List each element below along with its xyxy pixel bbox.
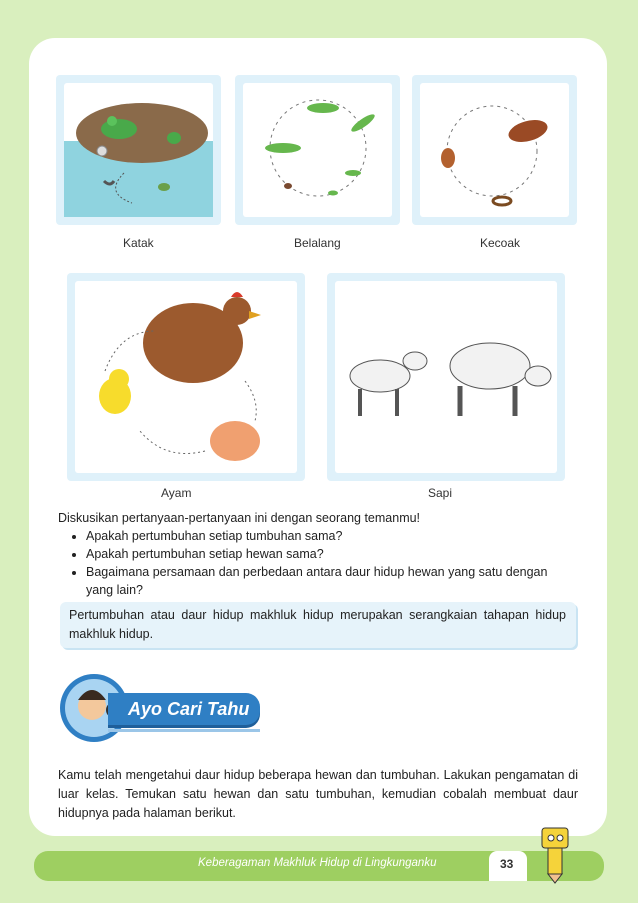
discussion-questions bbox=[58, 527, 558, 599]
grasshopper-lifecycle-illustration bbox=[243, 83, 392, 217]
caption-kecoak: Kecoak bbox=[480, 236, 521, 250]
ayo-cari-tahu-label: Ayo Cari Tahu bbox=[128, 699, 250, 719]
chicken-lifecycle-illustration bbox=[75, 281, 297, 473]
footer-title: Keberagaman Makhluk Hidup di Lingkunganku bbox=[198, 857, 437, 869]
question-item: • Apakah pertumbuhan setiap tumbuhan sama? bbox=[86, 527, 558, 545]
discussion-intro: Diskusikan pertanyaan-pertanyaan ini dengan seorang temanmu! bbox=[58, 511, 421, 525]
cockroach-lifecycle-panel bbox=[412, 75, 577, 225]
definition-box bbox=[60, 602, 576, 648]
caption-sapi: Sapi bbox=[428, 486, 453, 500]
instruction-text: Kamu telah mengetahui daur hidup beberapa hewan dan tumbuhan. Lakukan pengamatan di luar kelas. Temukan satu hewan dan satu tumbuhan, kemudian cobalah membuat daur hidupnya pada halaman berikut. bbox=[58, 768, 578, 820]
definition-text: Pertumbuhan atau daur hidup makhluk hidup merupakan serangkaian tahapan hidup makhluk hidup. bbox=[69, 608, 566, 641]
cow-lifecycle-illustration bbox=[335, 281, 557, 473]
question-item: • Apakah pertumbuhan setiap hewan sama? bbox=[86, 545, 558, 563]
pencil-mascot-icon bbox=[532, 826, 580, 884]
question-item: • Bagaimana persamaan dan perbedaan antara daur hidup hewan yang satu dengan yang lain? bbox=[86, 563, 558, 599]
chicken-lifecycle-panel bbox=[67, 273, 305, 481]
cow-lifecycle-panel bbox=[327, 273, 565, 481]
cockroach-lifecycle-illustration bbox=[420, 83, 569, 217]
page-number: 33 bbox=[500, 857, 514, 871]
frog-lifecycle-illustration bbox=[64, 83, 213, 217]
grasshopper-lifecycle-panel bbox=[235, 75, 400, 225]
discussion-block bbox=[58, 509, 558, 599]
frog-lifecycle-panel bbox=[56, 75, 221, 225]
caption-belalang: Belalang bbox=[294, 236, 341, 250]
banner-underline bbox=[108, 729, 260, 732]
caption-ayam: Ayam bbox=[161, 486, 192, 500]
caption-katak: Katak bbox=[123, 236, 154, 250]
